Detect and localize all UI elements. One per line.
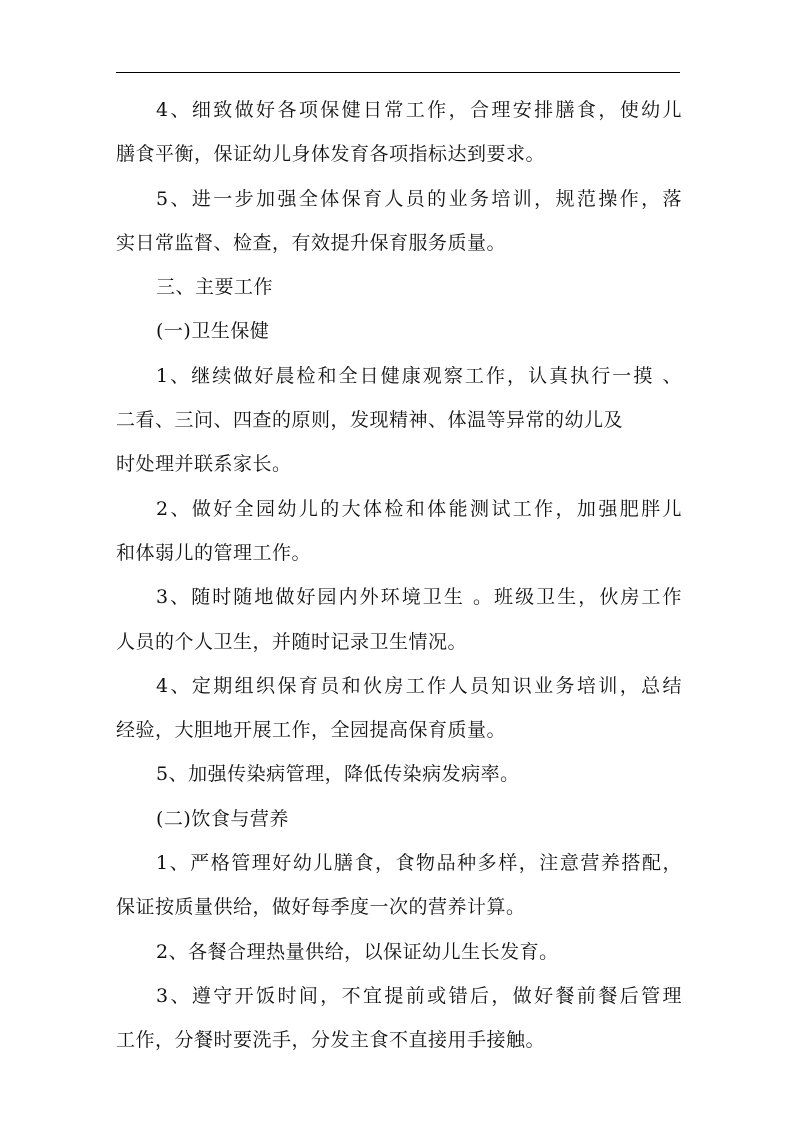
text-line: 经验，大胆地开展工作，全园提高保育质量。 [116, 719, 507, 742]
text-line: 保证按质量供给，做好每季度一次的营养计算。 [116, 896, 526, 919]
header-rule [116, 72, 680, 73]
text-line: 二看、三问、四查的原则，发现精神、体温等异常的幼儿及 [116, 409, 624, 432]
section-heading: 三、主要工作 [156, 276, 274, 299]
subsection-heading: (一)卫生保健 [156, 320, 270, 343]
text-line: 膳食平衡，保证幼儿身体发育各项指标达到要求。 [116, 143, 546, 166]
text-line: 3、随时随地做好园内外环境卫生 。班级卫生，伙房工作 [156, 586, 682, 609]
text-line: 2、做好全园幼儿的大体检和体能测试工作，加强肥胖儿 [156, 497, 682, 520]
text-line: 工作，分餐时要洗手，分发主食不直接用手接触。 [116, 1029, 546, 1052]
text-line: 3、遵守开饭时间，不宜提前或错后，做好餐前餐后管理 [156, 984, 682, 1007]
text-line: 实日常监督、检查，有效提升保育服务质量。 [116, 231, 507, 254]
text-line: 5、进一步加强全体保育人员的业务培训，规范操作，落 [156, 187, 682, 210]
text-line: 时处理并联系家长。 [116, 453, 292, 476]
text-line: 人员的个人卫生，并随时记录卫生情况。 [116, 630, 468, 653]
document-body [116, 88, 682, 1063]
text-line: 1、继续做好晨检和全日健康观察工作，认真执行一摸 、 [156, 364, 682, 387]
text-line: 2、各餐合理热量供给，以保证幼儿生长发育。 [156, 940, 559, 963]
text-line: 4、细致做好各项保健日常工作，合理安排膳食，使幼儿 [156, 99, 682, 121]
subsection-heading: (二)饮食与营养 [156, 807, 289, 830]
text-line: 1、严格管理好幼儿膳食，食物品种多样，注意营养搭配， [156, 852, 682, 875]
text-line: 5、加强传染病管理，降低传染病发病率。 [156, 763, 520, 786]
text-line: 和体弱儿的管理工作。 [116, 541, 312, 564]
text-line: 4、定期组织保育员和伙房工作人员知识业务培训，总结 [156, 674, 682, 697]
